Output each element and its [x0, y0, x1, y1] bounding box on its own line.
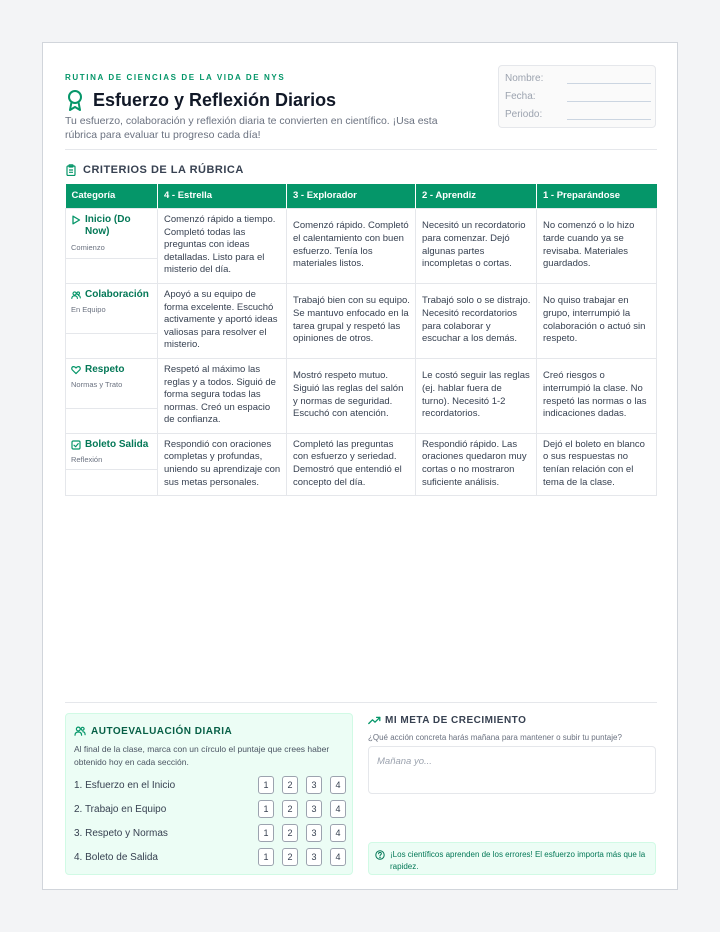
- rubric-cell: Trabajó bien con su equipo. Se mantuvo enfocado en la tarea grupal y respetó las opiniones de otros.: [287, 283, 416, 358]
- page-subtitle: Tu esfuerzo, colaboración y reflexión diaria te convierten en científico. ¡Usa esta rúbrica para evaluar tu progreso cada día!: [65, 115, 438, 141]
- category-sub: Normas y Trato: [71, 380, 123, 389]
- column-header: 3 - Explorador: [287, 184, 416, 208]
- column-header: 2 - Aprendiz: [416, 184, 537, 208]
- tip-box: [368, 842, 656, 875]
- self-assessment-box: [65, 713, 353, 875]
- score-label: 3. Respeto y Normas: [74, 827, 168, 839]
- score-option[interactable]: 2: [282, 800, 298, 818]
- self-assessment-description: Al final de la clase, marca con un círculo el puntaje que crees haber obtenido hoy en cada sección.: [74, 744, 330, 767]
- score-option[interactable]: 4: [330, 824, 346, 842]
- divider: [65, 149, 657, 150]
- rubric-cell: Le costó seguir las reglas (ej. hablar fuera de turno). Necesitó 1-2 recordatorios.: [416, 358, 537, 433]
- score-option[interactable]: 3: [306, 776, 322, 794]
- table-row: [66, 433, 657, 495]
- column-header: Categoría: [66, 184, 158, 208]
- score-option[interactable]: 1: [258, 824, 274, 842]
- score-option[interactable]: 2: [282, 848, 298, 866]
- check-square-icon: [71, 440, 81, 450]
- category-cell: [66, 283, 158, 358]
- score-option[interactable]: 1: [258, 848, 274, 866]
- rubric-section-title: CRITERIOS DE LA RÚBRICA: [83, 164, 244, 176]
- rubric-cell: No comenzó o lo hizo tarde cuando ya se revisaba. Materiales guardados.: [537, 208, 657, 283]
- category-name: Inicio (Do Now): [85, 213, 131, 237]
- goal-title: MI META DE CRECIMIENTO: [385, 715, 527, 726]
- score-option[interactable]: 4: [330, 800, 346, 818]
- goal-input[interactable]: Mañana yo...: [368, 746, 656, 794]
- score-option[interactable]: 2: [282, 824, 298, 842]
- page-title: Esfuerzo y Reflexión Diarios: [93, 89, 337, 110]
- category-cell: [66, 208, 158, 283]
- category-sub: Comienzo: [71, 242, 105, 252]
- table-row: [66, 283, 657, 358]
- table-row: [66, 358, 657, 433]
- category-sub: En Equipo: [71, 305, 106, 314]
- date-field[interactable]: [567, 101, 651, 102]
- score-option[interactable]: 3: [306, 800, 322, 818]
- rubric-cell: Trabajó solo o se distrajo. Necesitó recordatorios para colaborar y escuchar a los demás.: [416, 283, 537, 358]
- category-cell: [66, 358, 158, 433]
- score-label: 2. Trabajo en Equipo: [74, 803, 167, 815]
- kicker: RUTINA DE CIENCIAS DE LA VIDA DE NYS: [65, 73, 286, 82]
- period-label: Periodo:: [505, 109, 543, 120]
- name-field[interactable]: [567, 83, 651, 84]
- rubric-cell: Completó las preguntas con esfuerzo y seriedad. Demostró que entendió el concepto del día.: [287, 433, 416, 495]
- table-row: [66, 208, 657, 283]
- title-row: [65, 89, 336, 111]
- goal-question: ¿Qué acción concreta harás mañana para mantener o subir tu puntaje?: [368, 733, 622, 742]
- score-row: [74, 799, 346, 819]
- rubric-cell: Comenzó rápido. Completó el calentamiento con buen esfuerzo. Tenía los materiales listos.: [287, 208, 416, 283]
- score-option[interactable]: 2: [282, 776, 298, 794]
- score-row: [74, 847, 346, 867]
- score-label: 1. Esfuerzo en el Inicio: [74, 779, 176, 791]
- score-option[interactable]: 1: [258, 776, 274, 794]
- divider: [65, 702, 657, 703]
- goal-heading: [368, 715, 526, 726]
- rubric-page: [42, 42, 678, 890]
- score-option[interactable]: 4: [330, 776, 346, 794]
- self-assessment-title: AUTOEVALUACIÓN DIARIA: [91, 725, 233, 737]
- rubric-section-heading: [65, 164, 244, 176]
- score-option[interactable]: 4: [330, 848, 346, 866]
- period-field[interactable]: [567, 119, 651, 120]
- rubric-cell: Respetó al máximo las reglas y a todos. Siguió de forma segura todas las normas. Creó un espacio de confianza.: [158, 358, 287, 433]
- category-sub: Reflexión: [71, 455, 103, 464]
- rubric-cell: Creó riesgos o interrumpió la clase. No respetó las normas o las indicaciones dadas.: [537, 358, 657, 433]
- category-name: Colaboración: [85, 288, 149, 300]
- category-name: Boleto Salida: [85, 438, 149, 450]
- award-icon: [65, 89, 85, 111]
- self-assessment-heading: [74, 725, 232, 737]
- rubric-table: [65, 184, 657, 496]
- rubric-cell: Necesitó un recordatorio para comenzar. Dejó algunas partes incompletas o cortas.: [416, 208, 537, 283]
- category-name: Respeto: [85, 363, 125, 375]
- users-icon: [71, 290, 81, 300]
- name-label: Nombre:: [505, 73, 544, 84]
- rubric-cell: Dejó el boleto en blanco o sus respuestas no tenían relación con el tema de la clase.: [537, 433, 657, 495]
- clipboard-icon: [65, 164, 77, 176]
- play-icon: [71, 215, 81, 225]
- rubric-cell: Apoyó a su equipo de forma excelente. Escuchó activamente y aportó ideas valiosas para resolver el misterio.: [158, 283, 287, 358]
- score-label: 4. Boleto de Salida: [74, 851, 158, 863]
- rubric-cell: Respondió rápido. Las oraciones quedaron muy cortas o no mostraron suficiente análisis.: [416, 433, 537, 495]
- trending-up-icon: [368, 715, 381, 726]
- users-icon: [74, 725, 86, 737]
- score-row: [74, 823, 346, 843]
- score-option[interactable]: 3: [306, 848, 322, 866]
- student-info-box: [498, 65, 656, 128]
- score-option[interactable]: 1: [258, 800, 274, 818]
- help-circle-icon: [375, 850, 385, 860]
- rubric-cell: Comenzó rápido a tiempo. Completó todas las preguntas con ideas detalladas. Listo para el misterio del día.: [158, 208, 287, 283]
- tip-text: ¡Los científicos aprenden de los errores! El esfuerzo importa más que la rapidez.: [390, 850, 646, 871]
- rubric-header-row: [66, 184, 657, 208]
- heart-icon: [71, 365, 81, 375]
- score-option[interactable]: 3: [306, 824, 322, 842]
- date-label: Fecha:: [505, 91, 536, 102]
- rubric-cell: Mostró respeto mutuo. Siguió las reglas del salón y normas de seguridad. Escuchó con atención.: [287, 358, 416, 433]
- category-cell: [66, 433, 158, 495]
- rubric-cell: No quiso trabajar en grupo, interrumpió la colaboración o actuó sin respeto.: [537, 283, 657, 358]
- column-header: 1 - Preparándose: [537, 184, 657, 208]
- rubric-cell: Respondió con oraciones completas y profundas, uniendo su aprendizaje con sus metas personales.: [158, 433, 287, 495]
- column-header: 4 - Estrella: [158, 184, 287, 208]
- score-row: [74, 775, 346, 795]
